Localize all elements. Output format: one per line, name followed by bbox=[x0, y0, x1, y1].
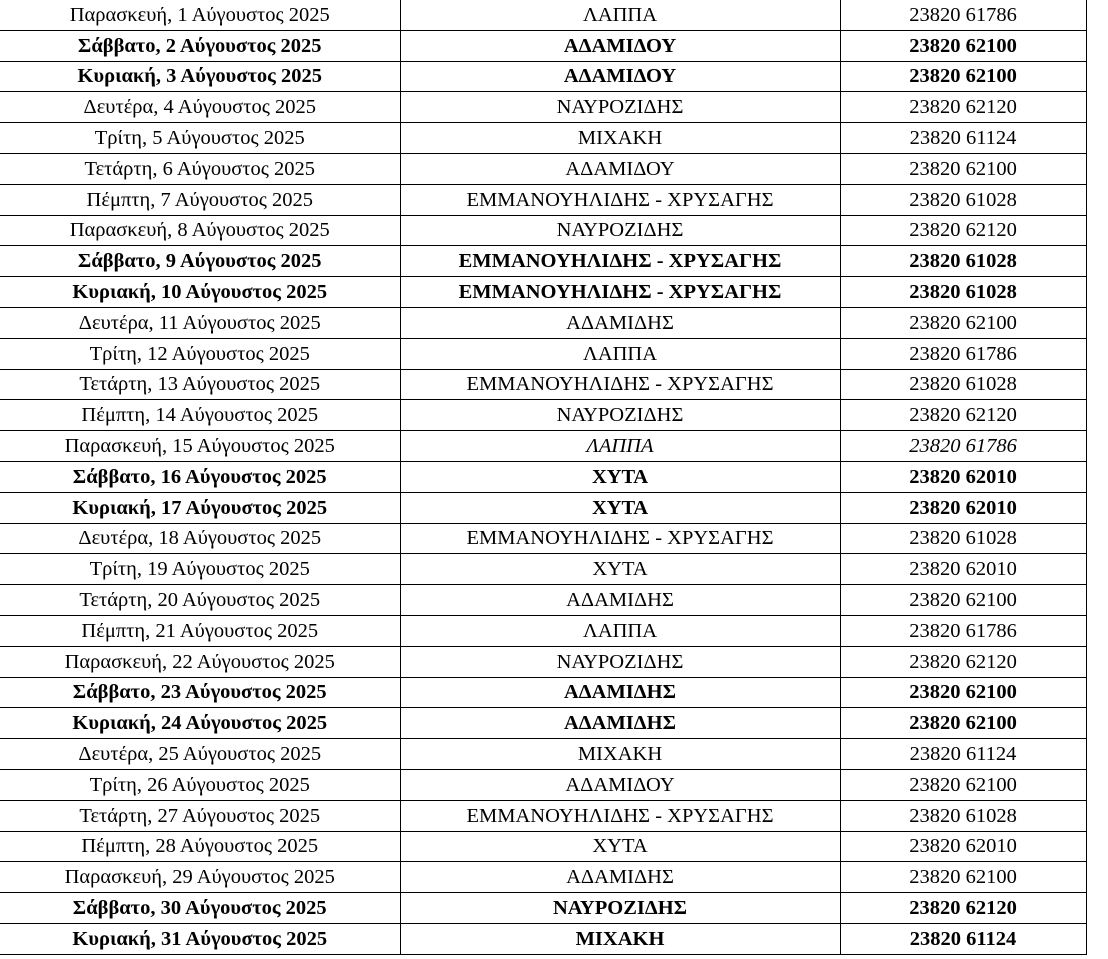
table-row bbox=[0, 739, 1086, 770]
pharmacy-name-cell: ΕΜΜΑΝΟΥΗΛΙΔΗΣ - ΧΡΥΣΑΓΗΣ bbox=[400, 246, 840, 277]
phone-number-cell: 23820 62010 bbox=[840, 831, 1086, 862]
pharmacy-name-cell: ΑΔΑΜΙΔΟΥ bbox=[400, 769, 840, 800]
date-cell: Δευτέρα, 4 Αύγουστος 2025 bbox=[0, 92, 400, 123]
date-cell: Παρασκευή, 1 Αύγουστος 2025 bbox=[0, 0, 400, 30]
table-row bbox=[0, 769, 1086, 800]
table-row bbox=[0, 800, 1086, 831]
pharmacy-name-cell: ΛΑΠΠΑ bbox=[400, 431, 840, 462]
pharmacy-name-cell: ΜΙΧΑΚΗ bbox=[400, 739, 840, 770]
pharmacy-name-cell: ΕΜΜΑΝΟΥΗΛΙΔΗΣ - ΧΡΥΣΑΓΗΣ bbox=[400, 184, 840, 215]
table-row bbox=[0, 369, 1086, 400]
date-cell: Τετάρτη, 13 Αύγουστος 2025 bbox=[0, 369, 400, 400]
table-row bbox=[0, 893, 1086, 924]
pharmacy-name-cell: ΧΥΤΑ bbox=[400, 461, 840, 492]
pharmacy-name-cell: ΛΑΠΠΑ bbox=[400, 338, 840, 369]
phone-number-cell: 23820 62100 bbox=[840, 769, 1086, 800]
date-cell: Δευτέρα, 18 Αύγουστος 2025 bbox=[0, 523, 400, 554]
phone-number-cell: 23820 62100 bbox=[840, 153, 1086, 184]
pharmacy-name-cell: ΕΜΜΑΝΟΥΗΛΙΔΗΣ - ΧΡΥΣΑΓΗΣ bbox=[400, 523, 840, 554]
date-cell: Τρίτη, 12 Αύγουστος 2025 bbox=[0, 338, 400, 369]
table-row bbox=[0, 338, 1086, 369]
table-row bbox=[0, 0, 1086, 30]
phone-number-cell: 23820 62100 bbox=[840, 30, 1086, 61]
pharmacy-name-cell: ΑΔΑΜΙΔΗΣ bbox=[400, 585, 840, 616]
table-row bbox=[0, 615, 1086, 646]
date-cell: Σάββατο, 30 Αύγουστος 2025 bbox=[0, 893, 400, 924]
phone-number-cell: 23820 61786 bbox=[840, 0, 1086, 30]
phone-number-cell: 23820 61124 bbox=[840, 123, 1086, 154]
pharmacy-name-cell: ΑΔΑΜΙΔΟΥ bbox=[400, 61, 840, 92]
phone-number-cell: 23820 61028 bbox=[840, 277, 1086, 308]
date-cell: Πέμπτη, 28 Αύγουστος 2025 bbox=[0, 831, 400, 862]
date-cell: Κυριακή, 31 Αύγουστος 2025 bbox=[0, 923, 400, 954]
date-cell: Σάββατο, 2 Αύγουστος 2025 bbox=[0, 30, 400, 61]
table-row bbox=[0, 277, 1086, 308]
table-row bbox=[0, 831, 1086, 862]
table-row bbox=[0, 492, 1086, 523]
table-row bbox=[0, 523, 1086, 554]
phone-number-cell: 23820 62120 bbox=[840, 400, 1086, 431]
phone-number-cell: 23820 61028 bbox=[840, 246, 1086, 277]
pharmacy-name-cell: ΝΑΥΡΟΖΙΔΗΣ bbox=[400, 893, 840, 924]
phone-number-cell: 23820 61028 bbox=[840, 523, 1086, 554]
pharmacy-name-cell: ΕΜΜΑΝΟΥΗΛΙΔΗΣ - ΧΡΥΣΑΓΗΣ bbox=[400, 369, 840, 400]
date-cell: Δευτέρα, 25 Αύγουστος 2025 bbox=[0, 739, 400, 770]
phone-number-cell: 23820 62100 bbox=[840, 862, 1086, 893]
table-row bbox=[0, 461, 1086, 492]
phone-number-cell: 23820 62010 bbox=[840, 554, 1086, 585]
pharmacy-name-cell: ΑΔΑΜΙΔΗΣ bbox=[400, 307, 840, 338]
table-row bbox=[0, 677, 1086, 708]
date-cell: Πέμπτη, 14 Αύγουστος 2025 bbox=[0, 400, 400, 431]
date-cell: Κυριακή, 10 Αύγουστος 2025 bbox=[0, 277, 400, 308]
date-cell: Τρίτη, 5 Αύγουστος 2025 bbox=[0, 123, 400, 154]
pharmacy-name-cell: ΧΥΤΑ bbox=[400, 831, 840, 862]
pharmacy-name-cell: ΑΔΑΜΙΔΗΣ bbox=[400, 862, 840, 893]
date-cell: Σάββατο, 9 Αύγουστος 2025 bbox=[0, 246, 400, 277]
phone-number-cell: 23820 62120 bbox=[840, 215, 1086, 246]
phone-number-cell: 23820 62100 bbox=[840, 708, 1086, 739]
date-cell: Τρίτη, 26 Αύγουστος 2025 bbox=[0, 769, 400, 800]
table-row bbox=[0, 862, 1086, 893]
pharmacy-name-cell: ΝΑΥΡΟΖΙΔΗΣ bbox=[400, 215, 840, 246]
table-row bbox=[0, 92, 1086, 123]
date-cell: Παρασκευή, 29 Αύγουστος 2025 bbox=[0, 862, 400, 893]
phone-number-cell: 23820 61028 bbox=[840, 184, 1086, 215]
pharmacy-name-cell: ΕΜΜΑΝΟΥΗΛΙΔΗΣ - ΧΡΥΣΑΓΗΣ bbox=[400, 800, 840, 831]
table-row bbox=[0, 61, 1086, 92]
phone-number-cell: 23820 62120 bbox=[840, 646, 1086, 677]
table-row bbox=[0, 153, 1086, 184]
phone-number-cell: 23820 62120 bbox=[840, 893, 1086, 924]
table-row bbox=[0, 554, 1086, 585]
date-cell: Παρασκευή, 22 Αύγουστος 2025 bbox=[0, 646, 400, 677]
table-row bbox=[0, 215, 1086, 246]
date-cell: Κυριακή, 24 Αύγουστος 2025 bbox=[0, 708, 400, 739]
phone-number-cell: 23820 61028 bbox=[840, 369, 1086, 400]
date-cell: Τετάρτη, 20 Αύγουστος 2025 bbox=[0, 585, 400, 616]
phone-number-cell: 23820 61124 bbox=[840, 923, 1086, 954]
table-row bbox=[0, 307, 1086, 338]
pharmacy-name-cell: ΑΔΑΜΙΔΟΥ bbox=[400, 153, 840, 184]
phone-number-cell: 23820 61786 bbox=[840, 431, 1086, 462]
table-row bbox=[0, 400, 1086, 431]
pharmacy-name-cell: ΝΑΥΡΟΖΙΔΗΣ bbox=[400, 400, 840, 431]
pharmacy-name-cell: ΑΔΑΜΙΔΟΥ bbox=[400, 30, 840, 61]
pharmacy-name-cell: ΧΥΤΑ bbox=[400, 554, 840, 585]
date-cell: Κυριακή, 17 Αύγουστος 2025 bbox=[0, 492, 400, 523]
pharmacy-name-cell: ΛΑΠΠΑ bbox=[400, 0, 840, 30]
pharmacy-name-cell: ΑΔΑΜΙΔΗΣ bbox=[400, 708, 840, 739]
pharmacy-name-cell: ΕΜΜΑΝΟΥΗΛΙΔΗΣ - ΧΡΥΣΑΓΗΣ bbox=[400, 277, 840, 308]
table-row bbox=[0, 585, 1086, 616]
phone-number-cell: 23820 62100 bbox=[840, 677, 1086, 708]
table-row bbox=[0, 30, 1086, 61]
date-cell: Δευτέρα, 11 Αύγουστος 2025 bbox=[0, 307, 400, 338]
table-row bbox=[0, 246, 1086, 277]
pharmacy-name-cell: ΧΥΤΑ bbox=[400, 492, 840, 523]
phone-number-cell: 23820 61124 bbox=[840, 739, 1086, 770]
phone-number-cell: 23820 61028 bbox=[840, 800, 1086, 831]
phone-number-cell: 23820 61786 bbox=[840, 338, 1086, 369]
date-cell: Τρίτη, 19 Αύγουστος 2025 bbox=[0, 554, 400, 585]
date-cell: Παρασκευή, 15 Αύγουστος 2025 bbox=[0, 431, 400, 462]
date-cell: Κυριακή, 3 Αύγουστος 2025 bbox=[0, 61, 400, 92]
pharmacy-name-cell: ΑΔΑΜΙΔΗΣ bbox=[400, 677, 840, 708]
date-cell: Πέμπτη, 7 Αύγουστος 2025 bbox=[0, 184, 400, 215]
pharmacy-name-cell: ΜΙΧΑΚΗ bbox=[400, 923, 840, 954]
phone-number-cell: 23820 62100 bbox=[840, 307, 1086, 338]
phone-number-cell: 23820 62120 bbox=[840, 92, 1086, 123]
date-cell: Τετάρτη, 6 Αύγουστος 2025 bbox=[0, 153, 400, 184]
date-cell: Παρασκευή, 8 Αύγουστος 2025 bbox=[0, 215, 400, 246]
table-row bbox=[0, 123, 1086, 154]
phone-number-cell: 23820 62010 bbox=[840, 492, 1086, 523]
phone-number-cell: 23820 61786 bbox=[840, 615, 1086, 646]
table-row bbox=[0, 184, 1086, 215]
pharmacy-name-cell: ΝΑΥΡΟΖΙΔΗΣ bbox=[400, 92, 840, 123]
pharmacy-name-cell: ΜΙΧΑΚΗ bbox=[400, 123, 840, 154]
phone-number-cell: 23820 62100 bbox=[840, 585, 1086, 616]
date-cell: Σάββατο, 23 Αύγουστος 2025 bbox=[0, 677, 400, 708]
table-row bbox=[0, 923, 1086, 954]
pharmacy-name-cell: ΝΑΥΡΟΖΙΔΗΣ bbox=[400, 646, 840, 677]
date-cell: Τετάρτη, 27 Αύγουστος 2025 bbox=[0, 800, 400, 831]
table-row bbox=[0, 708, 1086, 739]
table-row bbox=[0, 431, 1086, 462]
date-cell: Σάββατο, 16 Αύγουστος 2025 bbox=[0, 461, 400, 492]
phone-number-cell: 23820 62010 bbox=[840, 461, 1086, 492]
pharmacy-name-cell: ΛΑΠΠΑ bbox=[400, 615, 840, 646]
table-row bbox=[0, 646, 1086, 677]
date-cell: Πέμπτη, 21 Αύγουστος 2025 bbox=[0, 615, 400, 646]
phone-number-cell: 23820 62100 bbox=[840, 61, 1086, 92]
